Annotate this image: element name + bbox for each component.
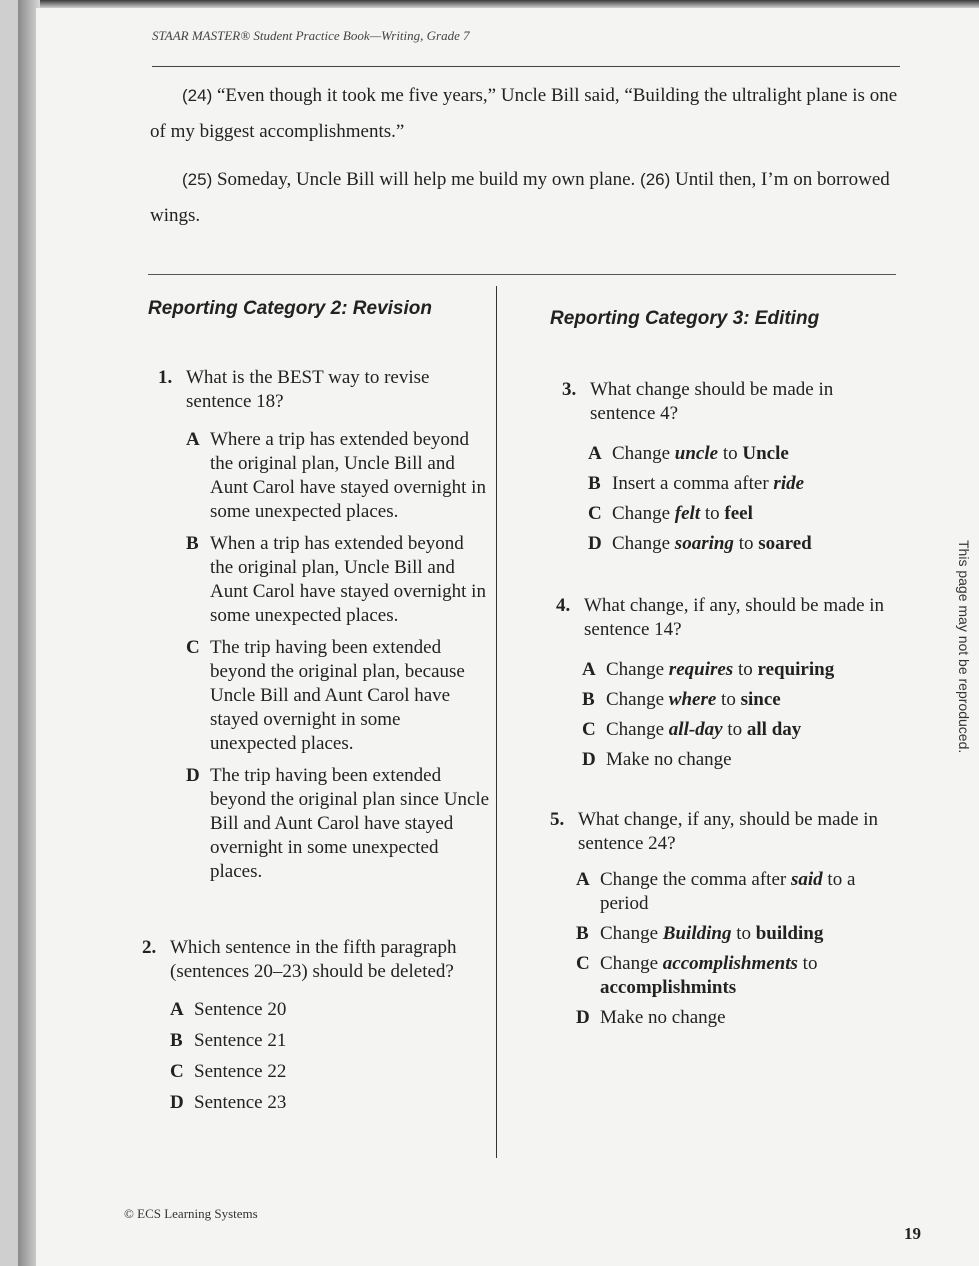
heading-editing: Reporting Category 3: Editing: [550, 308, 820, 329]
header-rule: [152, 66, 900, 67]
answer-option[interactable]: D Make no change: [576, 1007, 726, 1028]
question-stem: Which sentence in the fifth paragraph (sentences 20–23) should be deleted?: [170, 937, 457, 982]
question-1: [158, 366, 490, 892]
sentence-text: “Even though it took me five years,” Uncle Bill said, “Building the ultralight plane is one of my biggest accomplishments.”: [150, 85, 898, 142]
question-5: [550, 808, 886, 1036]
question-number: 1.: [158, 367, 173, 388]
answer-option[interactable]: D The trip having been extended beyond the original plan since Uncle Bill and Aunt Carol have stayed overnight in some unexpected places.: [186, 765, 490, 882]
sentence-text: Until then, I’m on borrowed wings.: [150, 169, 890, 226]
column-divider: [496, 286, 497, 1158]
section-rule: [148, 274, 896, 275]
question-stem: What change, if any, should be made in sentence 24?: [578, 809, 879, 854]
book-header: STAAR MASTER® Student Practice Book—Writing, Grade 7: [152, 28, 470, 43]
answer-option[interactable]: A Change the comma after said to a period: [576, 869, 856, 914]
answer-option[interactable]: C Sentence 22: [170, 1061, 287, 1082]
answer-option[interactable]: A Change uncle to Uncle: [588, 443, 789, 464]
question-3: [562, 378, 892, 562]
answer-option[interactable]: D Make no change: [582, 749, 732, 770]
answer-option[interactable]: D Change soaring to soared: [588, 533, 812, 554]
question-2: [142, 936, 482, 1122]
heading-revision: Reporting Category 2: Revision: [148, 298, 432, 319]
sentence-number: (26): [640, 170, 671, 189]
reproduction-notice: This page may not be reproduced.: [956, 540, 972, 754]
question-number: 4.: [556, 595, 571, 616]
answer-option[interactable]: B Insert a comma after ride: [588, 473, 805, 494]
answer-option[interactable]: A Where a trip has extended beyond the original plan, Uncle Bill and Aunt Carol have stayed overnight in some unexpected places.: [186, 429, 486, 522]
question-number: 3.: [562, 379, 577, 400]
answer-option[interactable]: A Change requires to requiring: [582, 659, 835, 680]
question-stem: What change, if any, should be made in sentence 14?: [584, 595, 885, 640]
answer-option[interactable]: A Sentence 20: [170, 999, 287, 1020]
question-stem: What change should be made in sentence 4?: [590, 379, 834, 424]
passage-paragraph-24: [150, 78, 898, 150]
sentence-number: (24): [182, 86, 213, 105]
page-number: 19: [904, 1224, 921, 1243]
answer-option[interactable]: B Sentence 21: [170, 1030, 287, 1051]
answer-option[interactable]: C Change all-day to all day: [582, 719, 802, 740]
answer-option[interactable]: C Change accomplishments to accomplishmints: [576, 953, 818, 998]
top-shadow: [36, 0, 979, 8]
answer-option[interactable]: C Change felt to feel: [588, 503, 753, 524]
sentence-number: (25): [182, 170, 213, 189]
answer-option[interactable]: B When a trip has extended beyond the original plan, Uncle Bill and Aunt Carol have stayed overnight in some unexpected places.: [186, 533, 486, 626]
answer-option[interactable]: C The trip having been extended beyond the original plan, because Uncle Bill and Aunt Carol have stayed overnight in some unexpected places.: [186, 637, 465, 754]
passage-paragraph-25: [150, 162, 898, 234]
footer-copyright: © ECS Learning Systems: [124, 1206, 258, 1221]
answer-option[interactable]: D Sentence 23: [170, 1092, 287, 1113]
answer-option[interactable]: B Change Building to building: [576, 923, 824, 944]
sentence-text: Someday, Uncle Bill will help me build my own plane.: [212, 169, 641, 190]
answer-option[interactable]: B Change where to since: [582, 689, 781, 710]
question-4: [556, 594, 892, 778]
question-stem: What is the BEST way to revise sentence 18?: [186, 367, 430, 412]
question-number: 5.: [550, 809, 565, 830]
question-number: 2.: [142, 937, 157, 958]
